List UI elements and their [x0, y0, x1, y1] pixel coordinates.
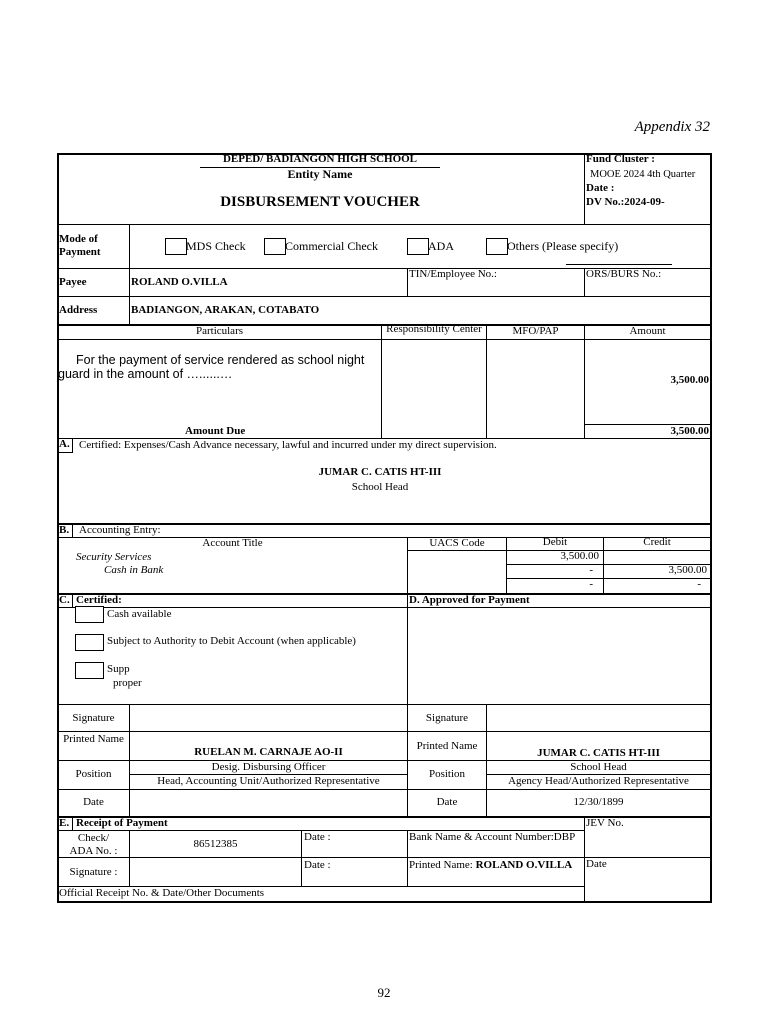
address-value: BADIANGON, ARAKAN, COTABATO: [131, 304, 320, 316]
fund-cluster-label: Fund Cluster :: [586, 153, 655, 165]
appendix-label: Appendix 32: [634, 119, 710, 135]
mfo-pap-header: MFO/PAP: [512, 325, 559, 337]
supporting-documents-label: Supp: [107, 663, 130, 675]
page-title: DISBURSEMENT VOUCHER: [220, 194, 420, 210]
e-printed-name: Printed Name: ROLAND O.VILLA: [409, 859, 573, 871]
frame-right: [710, 153, 712, 903]
official-receipt-label: Official Receipt No. & Date/Other Documents: [59, 887, 265, 899]
section-e-label: Receipt of Payment: [76, 817, 168, 829]
d-printed-name: JUMAR C. CATIS HT-III: [537, 747, 660, 759]
c-signature-label: Signature: [72, 712, 115, 724]
ada-checkbox[interactable]: [407, 238, 429, 255]
cash-available-checkbox[interactable]: [75, 606, 104, 623]
frame-bottom: [57, 901, 712, 903]
amount-due-value: 3,500.00: [670, 425, 709, 437]
debit-header: Debit: [542, 536, 568, 548]
authority-to-debit-checkbox[interactable]: [75, 634, 104, 651]
account-row-1: Security Services: [76, 551, 152, 563]
address-label: Address: [59, 304, 98, 316]
account-title-header: Account Title: [202, 537, 263, 549]
debit-row-2: -: [589, 564, 593, 576]
section-a-signatory: JUMAR C. CATIS HT-III: [318, 466, 442, 478]
date-label: Date :: [586, 182, 615, 194]
section-d-label: D. Approved for Payment: [409, 594, 530, 606]
mode-of-payment-label: Mode of Payment: [59, 233, 101, 258]
mds-check-checkbox[interactable]: [165, 238, 187, 255]
section-e-letter: E.: [59, 817, 73, 830]
fund-cluster-value: MOOE 2024 4th Quarter: [590, 169, 696, 180]
payee-label: Payee: [59, 276, 87, 288]
particulars-header: Particulars: [195, 325, 244, 337]
check-ada-number: 86512385: [193, 838, 238, 850]
c-position-2: Head, Accounting Unit/Authorized Representative: [157, 775, 380, 787]
d-date-value: 12/30/1899: [573, 796, 624, 808]
ada-option: ADA: [428, 239, 454, 253]
debit-row-1: 3,500.00: [560, 550, 599, 562]
section-b-letter: B.: [59, 524, 73, 538]
c-position-label: Position: [75, 768, 112, 780]
particulars-amount: 3,500.00: [670, 374, 709, 386]
commercial-check-option: Commercial Check: [285, 239, 378, 253]
amount-header: Amount: [629, 325, 666, 337]
c-date-label: Date: [83, 796, 104, 808]
d-date-label: Date: [436, 796, 458, 808]
payee-name: ROLAND O.VILLA: [131, 276, 228, 288]
d-signature-label: Signature: [425, 712, 469, 724]
d-position-2: Agency Head/Authorized Representative: [508, 775, 689, 787]
e-date-label-3: Date: [586, 858, 607, 870]
check-ada-label: Check/ ADA No. :: [69, 832, 118, 857]
section-c-label: Certified:: [76, 594, 122, 606]
debit-row-3: -: [589, 578, 593, 590]
d-printed-name-label: Printed Name: [416, 740, 478, 752]
others-checkbox[interactable]: [486, 238, 508, 255]
credit-row-3: -: [697, 578, 701, 590]
commercial-check-checkbox[interactable]: [264, 238, 286, 255]
e-signature-label: Signature :: [69, 866, 118, 878]
cash-available-label: Cash available: [107, 608, 172, 620]
mds-check-option: MDS Check: [186, 239, 246, 253]
jev-no-label: JEV No.: [586, 817, 624, 829]
amount-due-label: Amount Due: [185, 425, 246, 437]
tin-label: TIN/Employee No.:: [409, 268, 497, 280]
section-c-letter: C.: [59, 594, 73, 607]
section-a-certification: Certified: Expenses/Cash Advance necessary, lawful and incurred under my direct supervision.: [79, 439, 497, 451]
c-position-1: Desig. Disbursing Officer: [211, 761, 326, 773]
authority-to-debit-label: Subject to Authority to Debit Account (when applicable): [107, 635, 356, 647]
e-date-label-1: Date :: [304, 831, 331, 843]
credit-row-2: 3,500.00: [668, 564, 707, 576]
section-b-label: Accounting Entry:: [79, 524, 161, 536]
uacs-code-header: UACS Code: [429, 537, 485, 549]
bank-name-label: Bank Name & Account Number:DBP: [409, 831, 576, 843]
credit-header: Credit: [643, 536, 671, 548]
e-date-label-2: Date :: [304, 859, 331, 871]
d-position-label: Position: [428, 768, 466, 780]
ors-label: ORS/BURS No.:: [586, 268, 662, 280]
supporting-documents-checkbox[interactable]: [75, 662, 104, 679]
entity-caption: Entity Name: [287, 167, 353, 181]
c-printed-name-label: Printed Name: [63, 733, 124, 745]
others-option: Others (Please specify): [507, 239, 619, 253]
account-row-2: Cash in Bank: [104, 564, 164, 576]
d-position-1: School Head: [570, 761, 627, 773]
particulars-description: For the payment of service rendered as school night guard in the amount of …......…: [58, 353, 365, 381]
section-a-letter: A.: [59, 438, 73, 453]
c-printed-name: RUELAN M. CARNAJE AO-II: [194, 746, 343, 758]
responsibility-center-header: Responsibility Center: [386, 325, 482, 335]
section-a-signatory-title: School Head: [351, 481, 409, 493]
page-number: 92: [377, 985, 391, 1000]
entity-name: DEPED/ BADIANGON HIGH SCHOOL: [222, 153, 418, 165]
supporting-documents-label-2: proper: [113, 677, 142, 689]
dv-number: DV No.:2024-09-: [586, 196, 665, 208]
